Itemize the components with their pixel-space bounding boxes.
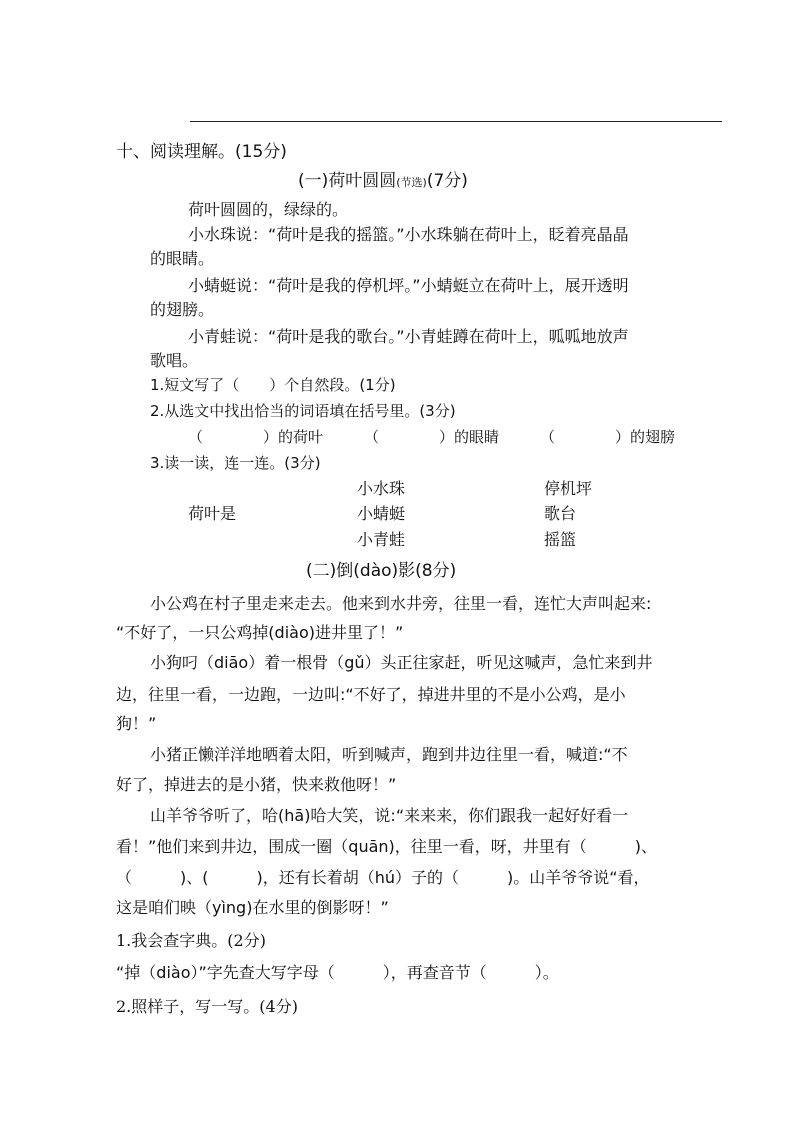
part1-title-main: (一)荷叶圆圆 [298,171,397,191]
part2-line: 看！”他们来到井边，围成一圈（quān)，往里一看，呀，井里有（ )、 [116,837,658,856]
part1-line: 小水珠说：“荷叶是我的摇篮。”小水珠躺在荷叶上，眨着亮晶晶 [188,225,629,244]
header-rule [190,121,722,122]
part2-line: 狗！” [116,714,157,733]
part2-line: 小公鸡在村子里走来走去。他来到水井旁，往里一看，连忙大声叫起来: [150,594,652,613]
part1-title [298,170,468,194]
part2-line: 山羊爷爷听了，哈(hā)哈大笑，说:“来来来，你们跟我一起好好看一 [150,806,629,825]
blank-lotus-leaf: （ ）的荷叶 [188,428,324,446]
part2-line: 边，往里一看，一边跑，一边叫:“不好了，掉进井里的不是小公鸡，是小 [116,685,626,704]
blank-wings: （ ）的翅膀 [540,428,676,446]
blank-eyes: （ ）的眼睛 [364,428,500,446]
part2-question-2: 2.照样子，写一写。(4分) [116,997,298,1016]
match-right-item: 歌台 [544,504,577,523]
part2-line: 这是咱们映（yìng)在水里的倒影呀！” [116,898,389,917]
part2-line: 小狗叼（diāo）着一根骨（gǔ）头正往家赶，听见这喊声，急忙来到井 [150,653,653,672]
part1-title-score: (7分) [426,171,468,191]
part2-question-1: 1.我会查字典。(2分) [116,931,266,950]
part1-question-3: 3.读一读，连一连。(3分) [150,454,321,472]
part2-question-1-text: “掉（diào）”字先查大写字母（ ），再查音节（ ）。 [116,963,559,982]
part1-line: 小蜻蜓说：“荷叶是我的停机坪。”小蜻蜓立在荷叶上，展开透明 [188,276,629,295]
match-right-item: 停机坪 [544,479,593,498]
part1-line: 荷叶圆圆的，绿绿的。 [188,200,349,219]
match-middle-item: 小青蛙 [357,530,406,549]
section-title: 十、阅读理解。(15分) [116,142,287,162]
match-left: 荷叶是 [188,504,237,523]
match-middle-item: 小蜻蜓 [357,504,406,523]
part1-line: 的翅膀。 [150,300,215,319]
part2-line: “不好了，一只公鸡掉(diào)进井里了！” [116,623,404,642]
part1-question-1: 1.短文写了（ ）个自然段。(1分) [150,376,396,394]
part1-title-note: (节选) [396,176,427,189]
part2-line: （ )、( )，还有长着胡（hú）子的（ )。山羊爷爷说“看， [116,868,650,887]
part1-question-2: 2.从选文中找出恰当的词语填在括号里。(3分) [150,402,456,420]
match-middle-item: 小水珠 [357,479,406,498]
part1-line: 小青蛙说：“荷叶是我的歌台。”小青蛙蹲在荷叶上，呱呱地放声 [188,327,629,346]
part2-line: 小猪正懒洋洋地晒着太阳，听到喊声，跑到井边往里一看，喊道:“不 [150,745,628,764]
match-right-item: 摇篮 [544,530,577,549]
part1-line: 的眼睛。 [150,249,215,268]
part1-line: 歌唱。 [150,351,199,370]
part2-title: (二)倒(dào)影(8分) [306,561,457,581]
part2-line: 好了，掉进去的是小猪，快来救他呀！” [116,775,397,794]
